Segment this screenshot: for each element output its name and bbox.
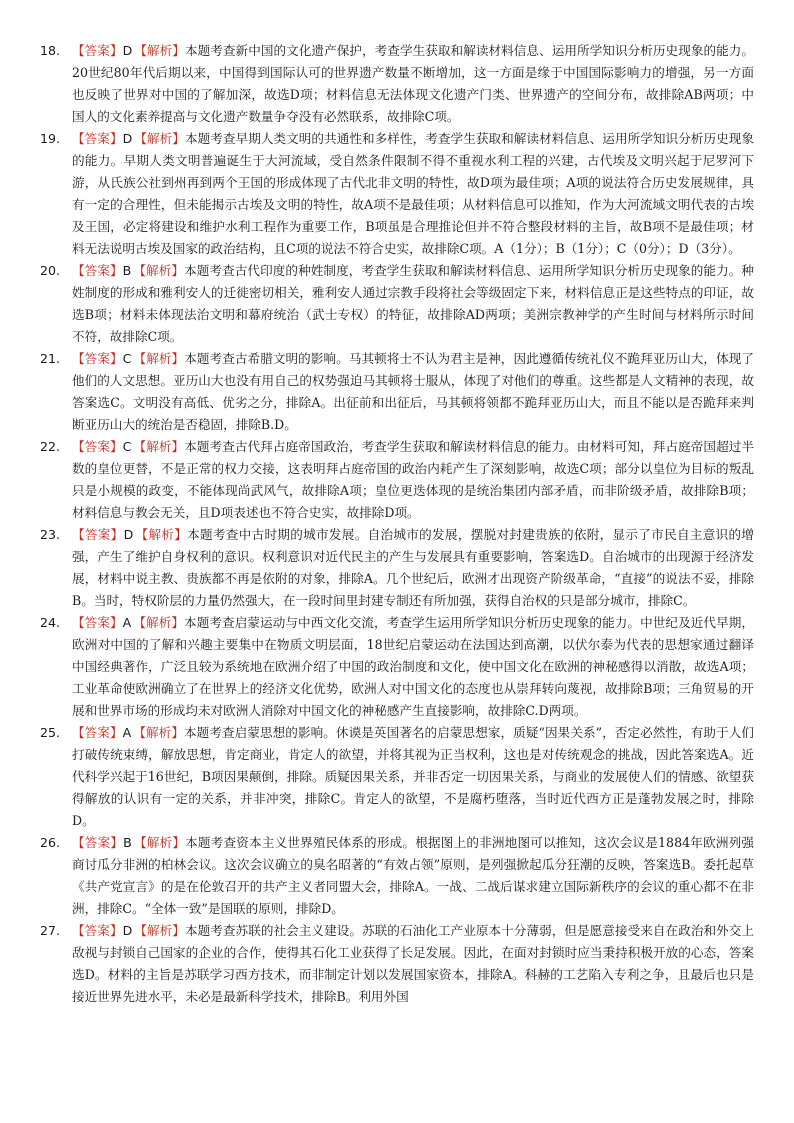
answer-letter: B (123, 835, 132, 850)
answer-item (40, 40, 754, 128)
answer-tag: 【答案】 (72, 615, 123, 630)
analysis-text: 本题考查启蒙运动与中西文化交流，考查学生运用所学知识分析历史现象的能力。中世纪及近代早期，欧洲对中国的了解和兴趣主要集中在物质文明层面，18世纪启蒙运动在法国达到高潮，以伏尔泰为代表的思想家通过翻译中国经典著作，广泛且较为系统地在欧洲介绍了中国的政治制度和文化，使中国文化在欧洲的神秘感得以消散，故选A项；工业革命使欧洲确立了在世界上的经济文化优势，欧洲人对中国文化的态度也从崇拜转向蔑视，故排除B项；三角贸易的开展和世界市场的形成均未对欧洲人消除对中国文化的神秘感产生直接影响，故排除C.D两项。 (72, 615, 755, 718)
question-number: 27. (40, 923, 61, 938)
answer-body (72, 436, 754, 524)
answer-letter: C (122, 351, 132, 366)
analysis-text: 本题考查苏联的社会主义建设。苏联的石油化工产业原本十分薄弱，但是愿意接受来自在政治和外交上敌视与封锁自己国家的企业的合作，使得其石化工业获得了长足发展。因此，在面对封锁时应当秉持积极开放的心态，答案选D。材料的主旨是苏联学习西方技术，而非制定计划以发展国家资本，排除A。科赫的工艺陷入专利之争，且最后也只是接近世界先进水平，未必是最新科学技术，排除B。利用外国 (72, 923, 755, 1004)
answer-letter: D (122, 43, 133, 58)
analysis-tag: 【解析】 (133, 615, 185, 630)
analysis-tag: 【解析】 (133, 263, 185, 278)
question-number: 18. (40, 43, 61, 58)
answer-body (72, 260, 754, 348)
answer-letter: D (122, 923, 133, 938)
answer-item (40, 832, 754, 920)
answer-item (40, 612, 754, 722)
analysis-tag: 【解析】 (133, 725, 184, 740)
question-number: 23. (40, 527, 61, 542)
answer-tag: 【答案】 (72, 725, 123, 740)
analysis-tag: 【解析】 (133, 439, 185, 454)
answer-body (72, 612, 754, 722)
analysis-text: 本题考查新中国的文化遗产保护，考查学生获取和解读材料信息、运用所学知识分析历史现象的能力。20世纪80年代后期以来，中国得到国际认可的世界遗产数量不断增加，这一方面是缘于中国国际影响力的增强，另一方面也反映了世界对中国的了解加深，故选D项；材料信息无法体现文化遗产门类、世界遗产的空间分布，故排除AB两项；中国人的文化素养提高与文化遗产数量争夺没有必然联系，故排除C项。 (72, 43, 755, 124)
question-number: 19. (40, 131, 61, 146)
analysis-tag: 【解析】 (134, 131, 185, 146)
answer-sheet (40, 40, 754, 1008)
answer-letter: D (122, 131, 133, 146)
answer-body (72, 128, 754, 260)
answer-tag: 【答案】 (72, 439, 123, 454)
answer-tag: 【答案】 (72, 263, 123, 278)
answer-letter: B (122, 263, 132, 278)
answer-item (40, 436, 754, 524)
answer-body (72, 40, 754, 128)
answer-body (72, 524, 754, 612)
answer-tag: 【答案】 (72, 923, 123, 938)
analysis-text: 本题考查资本主义世界殖民体系的形成。根据图上的非洲地图可以推知，这次会议是1884年欧洲列强商讨瓜分非洲的柏林会议。这次会议确立的臭名昭著的“有效占领”原则，是列强掀起瓜分狂潮的反映，答案选B。委托起草《共产党宣言》的是在伦敦召开的共产主义者同盟大会，排除A。一战、二战后谋求建立国际新秩序的会议的重心都不在非洲，排除C。“全体一致”是国联的原则，排除D。 (72, 835, 755, 916)
analysis-tag: 【解析】 (135, 527, 188, 542)
answer-item (40, 128, 754, 260)
analysis-text: 本题考查古代印度的种姓制度，考查学生获取和解读材料信息、运用所学知识分析历史现象的能力。种姓制度的形成和雅利安人的迁徙密切相关，雅利安人通过宗教手段将社会等级固定下来，材料信息正是这些特点的印证，故选B项；材料未体现法治文明和幕府统治（武士专权）的特征，故排除AD两项；美洲宗教神学的产生时间与材料所示时间不符，故排除C项。 (72, 263, 755, 344)
question-number: 25. (40, 725, 61, 740)
answer-tag: 【答案】 (72, 527, 124, 542)
answer-body (72, 832, 754, 920)
analysis-text: 本题考查启蒙思想的影响。休谟是英国著名的启蒙思想家，质疑“因果关系”，否定必然性，有助于人们打破传统束缚，解放思想，肯定商业，肯定人的欲望，并将其视为正当权利，这也是对传统观念的挑战，因此答案选A。近代科学兴起于16世纪，B项因果颠倒，排除。质疑因果关系，并非否定一切因果关系，与商业的发展使人们的情感、欲望获得解放的认识有一定的关系，并非冲突，排除C。肯定人的欲望，不是腐朽堕落，当时近代西方正是蓬勃发展之时，排除D。 (72, 725, 755, 828)
answer-body (72, 920, 754, 1008)
answer-tag: 【答案】 (72, 43, 123, 58)
answer-item (40, 260, 754, 348)
answer-item (40, 920, 754, 1008)
analysis-tag: 【解析】 (133, 351, 185, 366)
answer-tag: 【答案】 (72, 351, 123, 366)
analysis-tag: 【解析】 (134, 43, 185, 58)
question-number: 20. (40, 263, 61, 278)
answer-tag: 【答案】 (72, 835, 124, 850)
answer-letter: A (122, 615, 132, 630)
question-number: 22. (40, 439, 61, 454)
answer-letter: D (123, 527, 134, 542)
answer-item (40, 348, 754, 436)
analysis-text: 本题考查古代拜占庭帝国政治，考查学生获取和解读材料信息的能力。由材料可知，拜占庭帝国超过半数的皇位更替，不是正常的权力交接，这表明拜占庭帝国的政治内耗产生了深刻影响，故选C项；部分以皇位为目标的叛乱只是小规模的政变，不能体现尚武风气，故排除A项；皇位更迭体现的是统治集团内部矛盾，而非阶级矛盾，故排除B项；材料信息与教会无关，且D项表述也不符合史实，故排除D项。 (72, 439, 755, 520)
analysis-text: 本题考查早期人类文明的共通性和多样性，考查学生获取和解读材料信息、运用所学知识分析历史现象的能力。早期人类文明普遍诞生于大河流域，受自然条件限制不得不重视水利工程的兴建，古代埃及文明兴起于尼罗河下游，从氏族公社到州再到两个王国的形成体现了古代北非文明的特性，故D项为最佳项；A项的说法符合历史发展规律，具有一定的合理性，但未能揭示古埃及文明的特性，故A项不是最佳项；从材料信息可以推知，作为大河流域文明代表的古埃及王国，必定将建设和维护水利工程作为重要工作，B项虽是合理推论但并不符合整段材料的主旨，故B项不是最佳项；材料无法说明古埃及国家的政治结构，且C项的说法不符合史实，故排除C项。A（1分）；B（1分）；C（0分）；D（3分）。 (72, 131, 755, 256)
question-number: 26. (40, 835, 61, 850)
answer-item (40, 722, 754, 832)
analysis-tag: 【解析】 (133, 835, 186, 850)
answer-letter: A (122, 725, 132, 740)
analysis-text: 本题考查中古时期的城市发展。自治城市的发展，摆脱对封建贵族的依附，显示了市民自主意识的增强，产生了维护自身权利的意识。权利意识对近代民主的产生与发展具有重要影响，答案选D。自治城市的出现源于经济发展，材料中说主教、贵族都不再是依附的对象，排除A。几个世纪后，欧洲才出现资产阶级革命，“直接”的说法不妥，排除B。当时，特权阶层的力量仍然强大，在一段时间里封建专制还有所加强，获得自治权的只是部分城市，排除C。 (72, 527, 755, 608)
question-number: 21. (40, 351, 61, 366)
answer-body (72, 722, 754, 832)
question-number: 24. (40, 615, 61, 630)
answer-item (40, 524, 754, 612)
answer-tag: 【答案】 (72, 131, 123, 146)
analysis-tag: 【解析】 (134, 923, 185, 938)
answer-body (72, 348, 754, 436)
answer-letter: C (122, 439, 132, 454)
analysis-text: 本题考查古希腊文明的影响。马其顿将士不认为君主是神，因此遵循传统礼仪不跪拜亚历山大，体现了他们的人文思想。亚历山大也没有用自己的权势强迫马其顿将士服从，体现了对他们的尊重。这些都是人文精神的表现，故答案选C。文明没有高低、优劣之分，排除A。出征前和出征后，马其顿将领都不跪拜亚历山大，而且不能以是否跪拜来判断亚历山大的统治是否稳固，排除B.D。 (72, 351, 755, 432)
